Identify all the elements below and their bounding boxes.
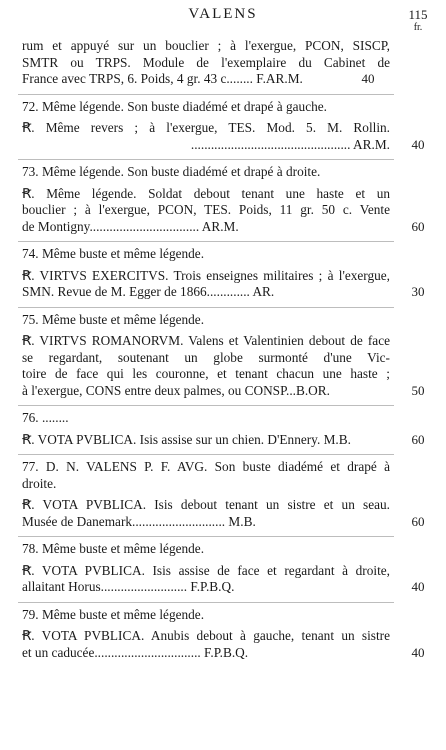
entry-obverse: [22, 164, 390, 181]
separator-rule: [18, 405, 394, 406]
entry-price: 30: [411, 284, 425, 299]
entry-line: Ꞧ. VOTA PVBLICA. Anubis debout à gauche, tenant un sistre: [22, 628, 390, 643]
entry-line: bouclier ; à l'exergue, PCON, TES. Poids, 11 gr. 50 c. Vente: [22, 202, 390, 217]
entry-price: 40: [411, 136, 425, 152]
entry-obverse: [22, 312, 390, 329]
entry-line: 73. Même légende. Son buste diadémé et drapé à droite.: [22, 164, 321, 179]
entry-price: 50: [411, 382, 425, 398]
entry-line: Ꞧ. VOTA PVBLICA. Isis assise de face et regardant à droite,: [22, 562, 390, 578]
separator-rule: [18, 159, 394, 160]
entry-obverse: [22, 99, 390, 116]
running-header-title: VALENS: [188, 6, 258, 22]
entry-obverse: [22, 459, 390, 492]
entry-reverse: [22, 497, 425, 530]
separator-rule: [18, 454, 394, 455]
separator-rule: [18, 94, 394, 95]
entry-line: Ꞧ. Même revers ; à l'exergue, TES. Mod. 5. M. Rollin.: [22, 120, 390, 135]
entry-line: Ꞧ. Même légende. Soldat debout tenant une haste et un: [22, 185, 390, 201]
entry-line: 76. ........: [22, 410, 69, 425]
entry-line: 78. Même buste et même légende.: [22, 541, 205, 556]
entry-line: de Montigny................................. AR.M.: [22, 218, 239, 234]
page-number: 115: [408, 7, 428, 22]
entry-line: Ꞧ. VOTA PVBLICA. Isis assise sur un chien. D'Ennery. M.B.: [22, 431, 351, 447]
entry-line: se regardant, soutenant un globe surmonté d'une Vic-: [22, 349, 390, 365]
entry-line: France avec TRPS, 6. Poids, 4 gr. 43 c........ F.AR.M.: [22, 71, 303, 86]
entry-obverse: [22, 607, 390, 624]
entry-line: rum et appuyé sur un bouclier ; à l'exergue, PCON, SISCP,: [22, 38, 390, 53]
entry-line: et un caducée................................ F.P.B.Q.: [22, 644, 249, 660]
entry-reverse: [22, 267, 425, 301]
separator-rule: [18, 536, 394, 537]
entry-line: SMN. Revue de M. Egger de 1866............. AR.: [22, 284, 275, 299]
entry-continuation: [22, 38, 390, 88]
entry-line: Ꞧ. VIRTVS ROMANORVM. Valens et Valentinien debout de face: [22, 333, 390, 348]
entry-line: Ꞧ. VIRTVS EXERCITVS. Trois enseignes militaires ; à l'exergue,: [22, 267, 390, 283]
entry-price: 60: [411, 431, 425, 447]
entry-reverse: [22, 431, 425, 449]
entry-price: 60: [411, 218, 425, 234]
entry-line: Ꞧ. VOTA PVBLICA. Isis debout tenant un sistre et un seau.: [22, 497, 390, 512]
entry-obverse: [22, 541, 390, 558]
entry-line: à l'exergue, CONS entre deux palmes, ou CONSP...B.OR.: [22, 382, 330, 398]
entry-line: Musée de Danemark............................ M.B.: [22, 513, 256, 529]
entry-price: 60: [411, 513, 425, 529]
entry-line: toire de face qui les couronne, et tenant chacun une haste ;: [22, 366, 390, 381]
separator-rule: [18, 241, 394, 242]
separator-rule: [18, 602, 394, 603]
entry-price: 40: [411, 644, 425, 660]
entry-line: 77. D. N. VALENS P. F. AVG. Son buste diadémé et drapé à: [22, 459, 390, 474]
entry-line: ................................................ AR.M.: [190, 136, 390, 152]
entry-reverse: [22, 333, 425, 399]
entry-price: 40: [411, 579, 425, 594]
entry-line: droite.: [22, 475, 57, 491]
entry-reverse: [22, 562, 425, 596]
entry-obverse: [22, 410, 390, 427]
entries-column: [22, 38, 425, 661]
entry-reverse: [22, 120, 425, 153]
entry-line: 75. Même buste et même légende.: [22, 311, 205, 327]
entry-line: 74. Même buste et même légende.: [22, 246, 205, 261]
separator-rule: [18, 307, 394, 308]
entry-line: SMTR ou TRPS. Module de l'exemplaire du Cabinet de: [22, 54, 390, 70]
entry-line: 72. Même légende. Son buste diadémé et drapé à gauche.: [22, 98, 327, 114]
entry-price: 40: [361, 71, 375, 86]
entry-line: 79. Même buste et même légende.: [22, 606, 205, 622]
price-unit-label: fr.: [413, 22, 423, 33]
entry-reverse: [22, 185, 425, 236]
entry-reverse: [22, 628, 425, 661]
entry-line: allaitant Horus.......................... F.P.B.Q.: [22, 579, 235, 594]
entry-obverse: [22, 246, 390, 263]
